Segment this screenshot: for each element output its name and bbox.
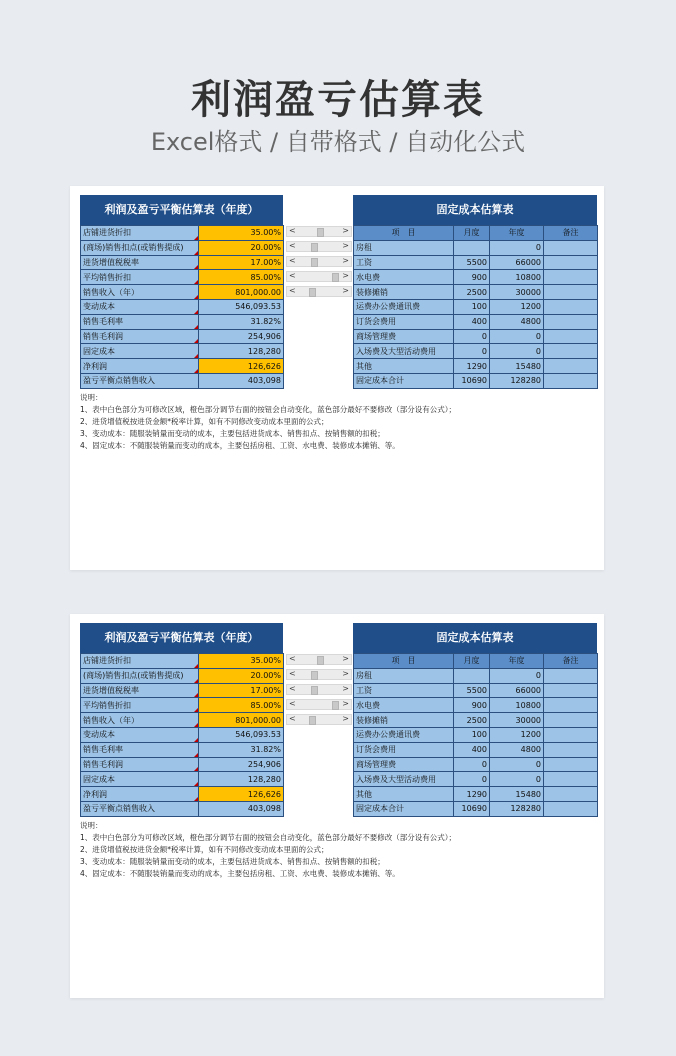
table-row — [354, 314, 598, 329]
cost-note[interactable] — [544, 344, 598, 359]
table-row — [354, 270, 598, 285]
table-row — [354, 801, 598, 816]
scroll-right-arrow[interactable]: > — [342, 684, 349, 693]
monthly-cost[interactable]: 100 — [454, 299, 490, 314]
cost-item: 其他 — [354, 787, 454, 802]
scroll-right-arrow[interactable]: > — [342, 226, 349, 235]
scroll-right-arrow[interactable]: > — [342, 714, 349, 723]
monthly-cost[interactable] — [454, 240, 490, 255]
scrollbar-commission[interactable] — [286, 241, 352, 252]
monthly-cost[interactable]: 100 — [454, 727, 490, 742]
row-label: (商场)销售扣点(或销售提成) — [81, 668, 199, 683]
note-line: 3、变动成本：随服装销量而变动的成本，主要包括进货成本、销售扣点、按销售额的扣税； — [80, 857, 385, 866]
monthly-cost[interactable]: 400 — [454, 314, 490, 329]
monthly-cost[interactable]: 5500 — [454, 683, 490, 698]
yearly-cost: 4800 — [490, 314, 544, 329]
row-value[interactable]: 35.00% — [199, 226, 284, 241]
note-line: 4、固定成本：不随服装销量而变动的成本，主要包括房租、工资、水电费、装修成本摊销、等。 — [80, 869, 400, 878]
row-label: 进货增值税税率 — [81, 683, 199, 698]
scroll-thumb[interactable] — [311, 686, 318, 695]
cost-item: 运费办公费通讯费 — [354, 299, 454, 314]
table-row — [81, 787, 284, 802]
row-label: 平均销售折扣 — [81, 270, 199, 285]
scrollbar-sales-revenue[interactable] — [286, 714, 352, 725]
scrollbar-discount[interactable] — [286, 654, 352, 665]
scroll-left-arrow[interactable]: < — [289, 714, 296, 723]
yearly-cost: 15480 — [490, 359, 544, 374]
cost-note[interactable] — [544, 787, 598, 802]
monthly-cost[interactable]: 900 — [454, 270, 490, 285]
cost-note[interactable] — [544, 772, 598, 787]
table-row — [81, 329, 284, 344]
net-profit-value: 126,626 — [199, 359, 284, 374]
table-row — [354, 373, 598, 388]
scroll-left-arrow[interactable]: < — [289, 226, 296, 235]
cost-note[interactable] — [544, 757, 598, 772]
yearly-cost: 0 — [490, 668, 544, 683]
monthly-cost[interactable]: 900 — [454, 698, 490, 713]
cost-item: 固定成本合计 — [354, 373, 454, 388]
table-row — [354, 727, 598, 742]
table-row — [354, 772, 598, 787]
row-value: 546,093.53 — [199, 299, 284, 314]
cost-item: 房租 — [354, 240, 454, 255]
notes-section — [80, 820, 590, 880]
scroll-thumb[interactable] — [332, 701, 339, 710]
row-label: 净利润 — [81, 787, 199, 802]
yearly-cost: 30000 — [490, 713, 544, 728]
column-header: 项 目 — [354, 226, 454, 241]
scroll-thumb[interactable] — [309, 716, 316, 725]
yearly-cost: 128280 — [490, 801, 544, 816]
row-label: 店铺进货折扣 — [81, 226, 199, 241]
monthly-cost[interactable]: 0 — [454, 344, 490, 359]
note-line: 1、表中白色部分为可修改区域，橙色部分调节右面的按钮会自动变化，蓝色部分最好不要修改（部分设有公式）； — [80, 405, 457, 414]
table-row — [81, 314, 284, 329]
left-table-title: 利润及盈亏平衡估算表（年度） — [80, 623, 283, 653]
cost-item: 订货会费用 — [354, 742, 454, 757]
row-label: 变动成本 — [81, 299, 199, 314]
monthly-cost[interactable]: 1290 — [454, 787, 490, 802]
row-label: (商场)销售扣点(或销售提成) — [81, 240, 199, 255]
column-header: 月度 — [454, 226, 490, 241]
cost-note[interactable] — [544, 329, 598, 344]
row-label: 变动成本 — [81, 727, 199, 742]
row-value: 128,280 — [199, 772, 284, 787]
table-row — [81, 727, 284, 742]
cost-item: 固定成本合计 — [354, 801, 454, 816]
cost-item: 入场费及大型活动费用 — [354, 772, 454, 787]
row-label: 固定成本 — [81, 344, 199, 359]
row-value: 31.82% — [199, 314, 284, 329]
cost-note[interactable] — [544, 285, 598, 300]
table-row — [81, 255, 284, 270]
table-row — [81, 344, 284, 359]
table-header-row — [354, 226, 598, 241]
scroll-thumb[interactable] — [317, 228, 324, 237]
column-header: 备注 — [544, 654, 598, 669]
monthly-cost[interactable]: 0 — [454, 757, 490, 772]
table-row — [354, 240, 598, 255]
table-row — [354, 757, 598, 772]
cost-item: 装修摊销 — [354, 713, 454, 728]
table-row — [354, 255, 598, 270]
scrollbar-discount[interactable] — [286, 226, 352, 237]
table-row — [81, 285, 284, 300]
table-row — [81, 668, 284, 683]
cost-item: 入场费及大型活动费用 — [354, 344, 454, 359]
note-line: 4、固定成本：不随服装销量而变动的成本，主要包括房租、工资、水电费、装修成本摊销、等。 — [80, 441, 400, 450]
row-label: 销售收入（年） — [81, 285, 199, 300]
cost-note[interactable] — [544, 742, 598, 757]
column-header: 年度 — [490, 226, 544, 241]
table-row — [354, 668, 598, 683]
spreadsheet-preview-1 — [70, 186, 604, 570]
scroll-thumb[interactable] — [311, 258, 318, 267]
cost-note[interactable] — [544, 240, 598, 255]
cost-item: 订货会费用 — [354, 314, 454, 329]
row-label: 平均销售折扣 — [81, 698, 199, 713]
yearly-cost: 0 — [490, 757, 544, 772]
monthly-cost[interactable]: 400 — [454, 742, 490, 757]
scroll-right-arrow[interactable]: > — [342, 271, 349, 280]
row-value[interactable]: 801,000.00 — [199, 285, 284, 300]
cost-item: 房租 — [354, 668, 454, 683]
fixed-cost-table — [353, 653, 598, 817]
table-row — [81, 683, 284, 698]
spreadsheet-preview-2 — [70, 614, 604, 998]
cost-item: 工资 — [354, 255, 454, 270]
scroll-right-arrow[interactable]: > — [342, 241, 349, 250]
cost-note[interactable] — [544, 314, 598, 329]
table-row — [81, 240, 284, 255]
scrollbar-sales-revenue[interactable] — [286, 286, 352, 297]
table-row — [81, 299, 284, 314]
scrollbar-commission[interactable] — [286, 669, 352, 680]
cost-item: 工资 — [354, 683, 454, 698]
profit-table — [80, 653, 284, 817]
scrollbar-tax-rate[interactable] — [286, 256, 352, 267]
scroll-thumb[interactable] — [309, 288, 316, 297]
row-value: 403,098 — [199, 373, 284, 388]
scroll-left-arrow[interactable]: < — [289, 699, 296, 708]
table-row — [81, 698, 284, 713]
monthly-cost[interactable]: 1290 — [454, 359, 490, 374]
monthly-cost[interactable]: 5500 — [454, 255, 490, 270]
scrollbar-sales-discount[interactable] — [286, 699, 352, 710]
left-table-title: 利润及盈亏平衡估算表（年度） — [80, 195, 283, 225]
cost-note[interactable] — [544, 299, 598, 314]
cost-note[interactable] — [544, 698, 598, 713]
yearly-cost: 1200 — [490, 727, 544, 742]
scrollbar-sales-discount[interactable] — [286, 271, 352, 282]
row-value: 546,093.53 — [199, 727, 284, 742]
fixed-cost-table — [353, 225, 598, 389]
table-row — [81, 270, 284, 285]
monthly-cost[interactable]: 2500 — [454, 285, 490, 300]
cost-item: 装修摊销 — [354, 285, 454, 300]
cost-item: 商场管理费 — [354, 757, 454, 772]
yearly-cost: 4800 — [490, 742, 544, 757]
yearly-cost: 30000 — [490, 285, 544, 300]
yearly-cost: 0 — [490, 344, 544, 359]
cost-item: 水电费 — [354, 698, 454, 713]
scroll-left-arrow[interactable]: < — [289, 286, 296, 295]
table-row — [81, 757, 284, 772]
cost-item: 其他 — [354, 359, 454, 374]
column-header: 月度 — [454, 654, 490, 669]
profit-table — [80, 225, 284, 389]
row-value[interactable]: 85.00% — [199, 698, 284, 713]
table-row — [354, 285, 598, 300]
scroll-left-arrow[interactable]: < — [289, 684, 296, 693]
scroll-left-arrow[interactable]: < — [289, 256, 296, 265]
row-value: 31.82% — [199, 742, 284, 757]
note-line: 3、变动成本：随服装销量而变动的成本，主要包括进货成本、销售扣点、按销售额的扣税； — [80, 429, 385, 438]
scroll-right-arrow[interactable]: > — [342, 256, 349, 265]
cost-item: 水电费 — [354, 270, 454, 285]
scroll-left-arrow[interactable]: < — [289, 271, 296, 280]
scroll-thumb[interactable] — [317, 656, 324, 665]
row-label: 净利润 — [81, 359, 199, 374]
row-value: 403,098 — [199, 801, 284, 816]
column-header: 年度 — [490, 654, 544, 669]
table-row — [354, 299, 598, 314]
row-label: 固定成本 — [81, 772, 199, 787]
table-row — [354, 359, 598, 374]
cost-note[interactable] — [544, 359, 598, 374]
scroll-thumb[interactable] — [332, 273, 339, 282]
row-value[interactable]: 20.00% — [199, 240, 284, 255]
page-subtitle: Excel格式 / 自带格式 / 自动化公式 — [150, 128, 526, 156]
row-label: 销售毛利润 — [81, 757, 199, 772]
table-row — [81, 654, 284, 669]
table-row — [81, 742, 284, 757]
row-label: 销售毛利率 — [81, 314, 199, 329]
row-label: 销售收入（年） — [81, 713, 199, 728]
table-row — [354, 329, 598, 344]
monthly-cost[interactable]: 0 — [454, 329, 490, 344]
table-row — [81, 359, 284, 374]
row-label: 进货增值税税率 — [81, 255, 199, 270]
monthly-cost[interactable] — [454, 668, 490, 683]
table-row — [354, 787, 598, 802]
scroll-thumb[interactable] — [311, 671, 318, 680]
table-header-row — [354, 654, 598, 669]
table-row — [81, 772, 284, 787]
row-label: 盈亏平衡点销售收入 — [81, 801, 199, 816]
yearly-cost: 15480 — [490, 787, 544, 802]
right-table-title: 固定成本估算表 — [353, 195, 597, 225]
yearly-cost: 1200 — [490, 299, 544, 314]
column-header: 项 目 — [354, 654, 454, 669]
cost-note[interactable] — [544, 270, 598, 285]
scroll-left-arrow[interactable]: < — [289, 669, 296, 678]
table-row — [81, 801, 284, 816]
cost-note[interactable] — [544, 713, 598, 728]
table-row — [81, 226, 284, 241]
scroll-thumb[interactable] — [311, 243, 318, 252]
scroll-right-arrow[interactable]: > — [342, 669, 349, 678]
row-label: 盈亏平衡点销售收入 — [81, 373, 199, 388]
table-row — [354, 742, 598, 757]
scroll-right-arrow[interactable]: > — [342, 286, 349, 295]
monthly-cost: 10690 — [454, 373, 490, 388]
table-row — [354, 698, 598, 713]
yearly-cost: 66000 — [490, 255, 544, 270]
notes-title: 说明： — [80, 821, 103, 830]
scroll-right-arrow[interactable]: > — [342, 654, 349, 663]
table-row — [354, 344, 598, 359]
scroll-right-arrow[interactable]: > — [342, 699, 349, 708]
notes-section — [80, 392, 590, 452]
column-header: 备注 — [544, 226, 598, 241]
table-row — [81, 373, 284, 388]
monthly-cost[interactable]: 2500 — [454, 713, 490, 728]
table-row — [81, 713, 284, 728]
yearly-cost: 10800 — [490, 270, 544, 285]
row-value[interactable]: 20.00% — [199, 668, 284, 683]
cost-note[interactable] — [544, 683, 598, 698]
row-value[interactable]: 17.00% — [199, 683, 284, 698]
row-value[interactable]: 801,000.00 — [199, 713, 284, 728]
row-label: 销售毛利率 — [81, 742, 199, 757]
cost-note[interactable] — [544, 801, 598, 816]
row-value[interactable]: 35.00% — [199, 654, 284, 669]
yearly-cost: 66000 — [490, 683, 544, 698]
row-label: 店铺进货折扣 — [81, 654, 199, 669]
row-value: 128,280 — [199, 344, 284, 359]
net-profit-value: 126,626 — [199, 787, 284, 802]
yearly-cost: 0 — [490, 772, 544, 787]
scroll-left-arrow[interactable]: < — [289, 654, 296, 663]
monthly-cost: 10690 — [454, 801, 490, 816]
yearly-cost: 128280 — [490, 373, 544, 388]
cost-note[interactable] — [544, 255, 598, 270]
cost-note[interactable] — [544, 373, 598, 388]
scrollbar-tax-rate[interactable] — [286, 684, 352, 695]
right-table-title: 固定成本估算表 — [353, 623, 597, 653]
row-value[interactable]: 85.00% — [199, 270, 284, 285]
yearly-cost: 0 — [490, 329, 544, 344]
yearly-cost: 10800 — [490, 698, 544, 713]
notes-title: 说明： — [80, 393, 103, 402]
cost-item: 运费办公费通讯费 — [354, 727, 454, 742]
row-value: 254,906 — [199, 329, 284, 344]
note-line: 1、表中白色部分为可修改区域，橙色部分调节右面的按钮会自动变化，蓝色部分最好不要修改（部分设有公式）； — [80, 833, 457, 842]
cost-note[interactable] — [544, 727, 598, 742]
row-label: 销售毛利润 — [81, 329, 199, 344]
cost-item: 商场管理费 — [354, 329, 454, 344]
page-title: 利润盈亏估算表 — [191, 77, 485, 123]
cost-note[interactable] — [544, 668, 598, 683]
table-row — [354, 683, 598, 698]
yearly-cost: 0 — [490, 240, 544, 255]
scroll-left-arrow[interactable]: < — [289, 241, 296, 250]
row-value: 254,906 — [199, 757, 284, 772]
monthly-cost[interactable]: 0 — [454, 772, 490, 787]
note-line: 2、进货增值税按进货金额*税率计算，如有不同修改变动成本里面的公式； — [80, 845, 329, 854]
row-value[interactable]: 17.00% — [199, 255, 284, 270]
table-row — [354, 713, 598, 728]
note-line: 2、进货增值税按进货金额*税率计算，如有不同修改变动成本里面的公式； — [80, 417, 329, 426]
